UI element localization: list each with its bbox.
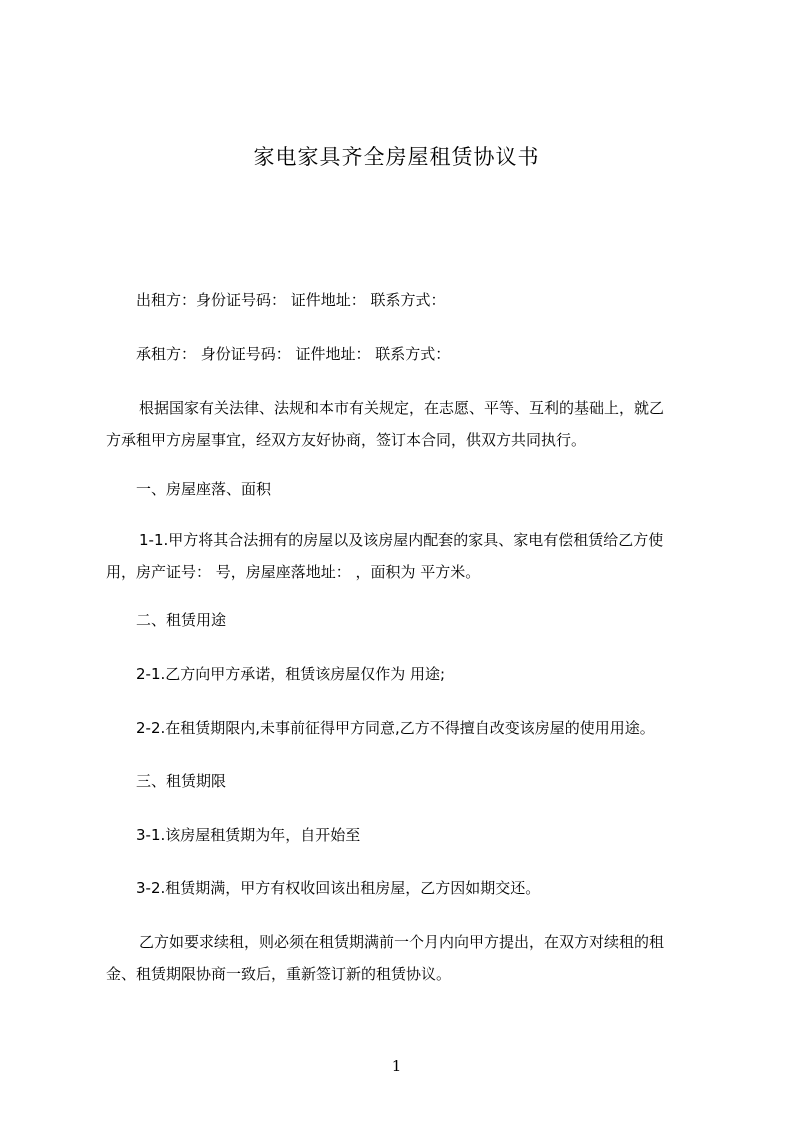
- renewal-line-1: 乙方如要求续租，则必须在租赁期满前一个月内向甲方提出，在双方对续租的租: [139, 933, 665, 951]
- preamble-paragraph: [106, 392, 696, 456]
- section-2-heading: 二、租赁用途: [136, 611, 227, 629]
- preamble-line-2: 方承租甲方房屋事宜，经双方友好协商，签订本合同，供双方共同执行。: [106, 431, 587, 449]
- lessor-line: 出租方：身份证号码： 证件地址： 联系方式：: [136, 291, 446, 309]
- preamble-line-1: 根据国家有关法律、法规和本市有关规定，在志愿、平等、互利的基础上，就乙: [139, 399, 665, 417]
- clause-3-2: 3-2.租赁期满，甲方有权收回该出租房屋，乙方因如期交还。: [136, 879, 541, 897]
- clause-1-1-line-1: 1-1.甲方将其合法拥有的房屋以及该房屋内配套的家具、家电有偿租赁给乙方使: [139, 531, 664, 549]
- clause-1-1-paragraph: [106, 524, 696, 588]
- section-1-heading: 一、房屋座落、面积: [136, 480, 272, 498]
- page-number: 1: [391, 1057, 402, 1075]
- clause-3-1: 3-1.该房屋租赁期为年，自开始至: [136, 826, 361, 844]
- renewal-paragraph: [106, 926, 696, 990]
- clause-2-2: 2-2.在租赁期限内,未事前征得甲方同意,乙方不得擅自改变该房屋的使用用途。: [136, 719, 655, 737]
- clause-2-1: 2-1.乙方向甲方承诺，租赁该房屋仅作为 用途;: [136, 665, 446, 683]
- renewal-line-2: 金、租赁期限协商一致后，重新签订新的租赁协议。: [106, 965, 452, 983]
- lessee-line: 承租方： 身份证号码： 证件地址： 联系方式：: [136, 345, 451, 363]
- document-title: 家电家具齐全房屋租赁协议书: [253, 145, 540, 169]
- clause-1-1-line-2: 用，房产证号： 号，房屋座落地址： ，面积为 平方米。: [106, 563, 481, 581]
- section-3-heading: 三、租赁期限: [136, 772, 227, 790]
